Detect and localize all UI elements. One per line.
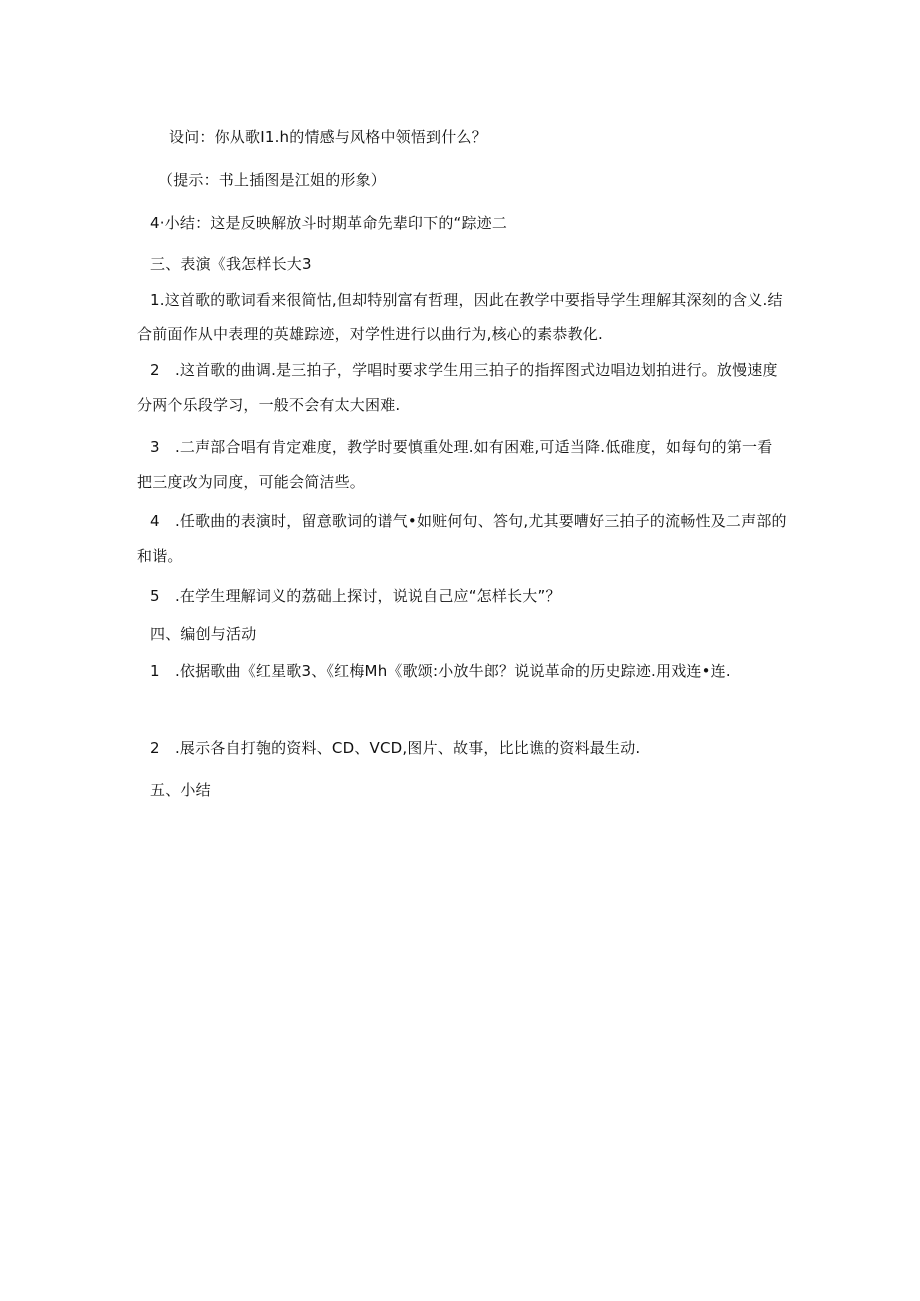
paragraph-4-line-2: 和谐。 — [137, 547, 183, 565]
activity-1-line: 1 .依据歌曲《红星歌3、《红梅Mh《歌颂:小放牛郎？说说革命的历史踪迹.用戏连•连. — [150, 662, 731, 680]
paragraph-1-line-2: 合前面作从中表理的英雄踪迹，对学性进行以曲行为,核心的素恭教化. — [137, 325, 603, 343]
paragraph-2-line-2: 分两个乐段学习，一般不会有太大困难. — [137, 396, 401, 414]
paragraph-1-line-1: 1.这首歌的歌词看来很简怙,但却特别富有哲理，因此在教学中要指导学生理解其深刻的含义.结 — [150, 291, 783, 309]
activity-2-line: 2 .展示各自打匏的资料、CD、VCD,图片、故事，比比谯的资料最生动. — [150, 739, 641, 757]
section-heading-5: 五、小结 — [150, 781, 211, 799]
section-heading-3: 三、表演《我怎样长大3 — [150, 255, 312, 273]
summary-line: 4·小结：这是反映解放斗时期革命先辈印下的“踪迹二 — [150, 214, 508, 232]
paragraph-2-line-1: 2 .这首歌的曲调.是三拍子，学唱时要求学生用三拍子的指挥图式边唱边划拍进行。放慢速度 — [150, 361, 778, 379]
paragraph-4-line-1: 4 .任歌曲的表演时，留意歌词的谱气•如赃何句、答句,尤其要嘈好三拍子的流畅性及二声部的 — [150, 512, 787, 530]
section-heading-4: 四、编创与活动 — [150, 625, 257, 643]
paragraph-5-line: 5 .在学生理解词义的荔础上探讨，说说自己应“怎样长大”？ — [150, 587, 561, 605]
question-line: 设问：你从歌I1.h的情感与风格中领悟到什么？ — [169, 128, 487, 146]
paragraph-3-line-1: 3 .二声部合唱有肯定难度，教学时要慎重处理.如有困难,可适当降.低碓度，如每句的第一看 — [150, 438, 773, 456]
paragraph-3-line-2: 把三度改为同度，可能会简洁些。 — [137, 473, 366, 491]
hint-line: （提示：书上插图是江姐的形象） — [158, 171, 387, 189]
